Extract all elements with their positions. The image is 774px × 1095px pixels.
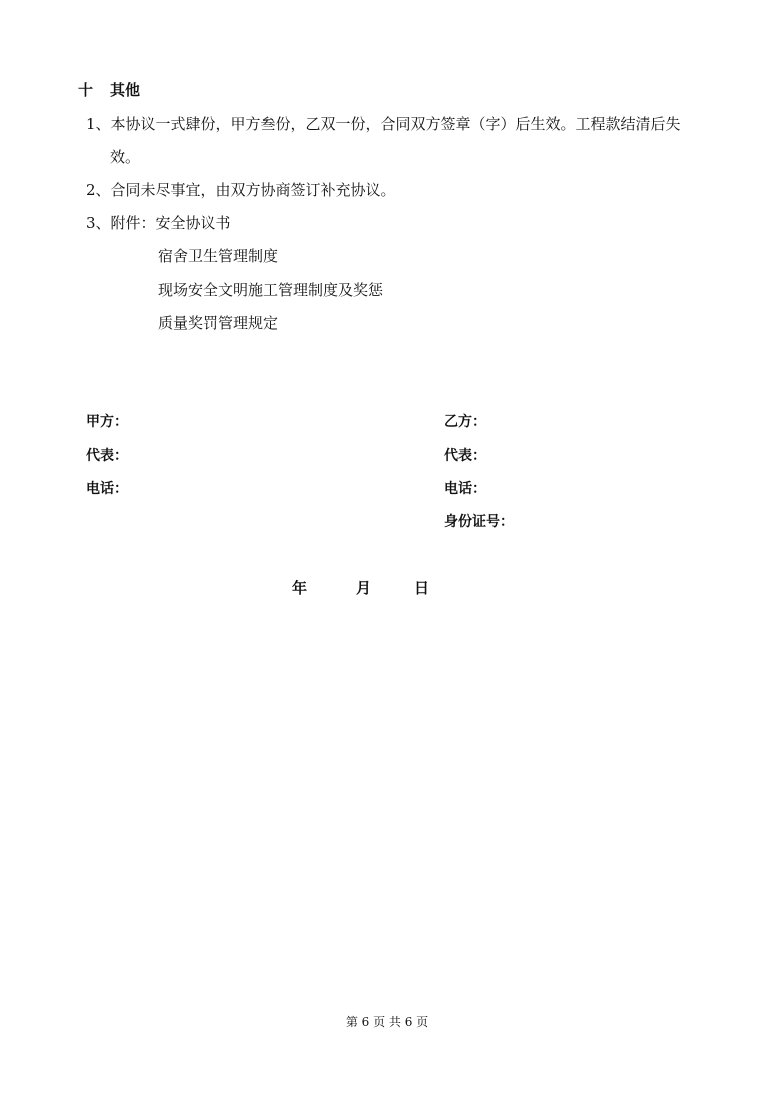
party-a-representative: 代表： xyxy=(86,448,128,464)
date-day: 日 xyxy=(414,579,430,597)
section-number: 十 xyxy=(78,81,94,99)
party-b-label: 乙方： xyxy=(444,414,486,430)
clause-1-line-1: 1、本协议一式肆份，甲方叁份，乙双一份，合同双方签章（字）后生效。工程款结清后失 xyxy=(86,115,681,133)
clause-1-line-2: 效。 xyxy=(110,148,141,166)
clause-3: 3、附件：安全协议书 xyxy=(86,214,231,232)
section-title: 其他 xyxy=(110,81,141,99)
attachment-item: 现场安全文明施工管理制度及奖惩 xyxy=(158,281,384,299)
clause-2: 2、合同未尽事宜，由双方协商签订补充协议。 xyxy=(86,181,396,199)
attachment-item: 宿舍卫生管理制度 xyxy=(158,247,279,265)
attachment-item: 质量奖罚管理规定 xyxy=(158,314,279,332)
party-b-representative: 代表： xyxy=(444,448,486,464)
party-a-phone: 电话： xyxy=(86,481,128,497)
date-year: 年 xyxy=(292,579,308,597)
party-a-label: 甲方： xyxy=(86,414,128,430)
date-month: 月 xyxy=(356,579,372,597)
party-b-id-number: 身份证号： xyxy=(444,514,514,530)
party-b-phone: 电话： xyxy=(444,481,486,497)
page-footer: 第 6 页 共 6 页 xyxy=(345,1015,429,1029)
